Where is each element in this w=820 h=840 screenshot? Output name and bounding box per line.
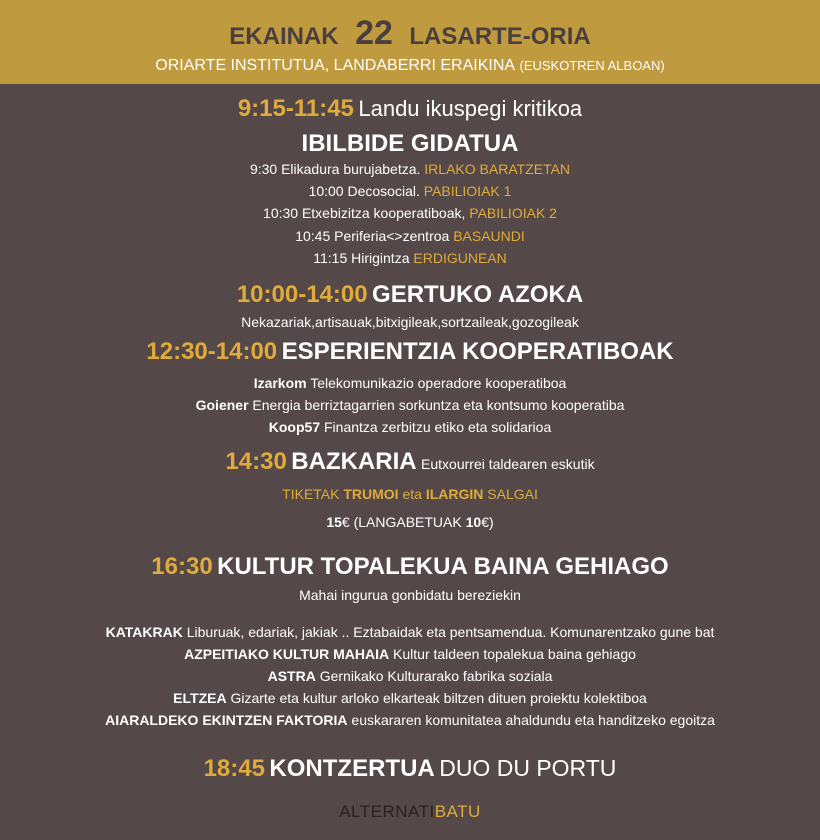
stop-place: PABILIOIAK 2 — [469, 205, 557, 221]
coops-heading — [0, 340, 820, 364]
header-band — [0, 0, 820, 84]
stop-text: 10:45 Periferia<>zentroa — [295, 228, 450, 244]
price-unemployed: 10 — [465, 514, 482, 530]
walk-stop — [0, 229, 820, 243]
coop-desc: Finantza zerbitzu etiko eta solidarioa — [324, 419, 552, 435]
coop-name: Izarkom — [253, 375, 307, 391]
lunch-heading — [0, 450, 820, 474]
stop-text: 9:30 Elikadura burujabetza. — [249, 161, 421, 177]
culture-subtitle: Mahai ingurua gonbidatu bereziekin — [299, 587, 521, 603]
coop-name: Koop57 — [268, 419, 321, 435]
stop-place: IRLAKO BARATZETAN — [424, 161, 571, 177]
tickets-b: SALGAI — [487, 486, 538, 502]
tickets-conj: eta — [402, 486, 422, 502]
logo-part-2: BATU — [434, 802, 481, 821]
walk-stop — [0, 184, 820, 198]
culture-desc: Gizarte eta kultur arloko elkarteak biltzen dituen proiektu kolektiboa — [230, 690, 647, 706]
ticket-place-1: TRUMOI — [343, 486, 399, 502]
walk-intro: Landu ikuspegi kritikoa — [358, 96, 583, 121]
coop-desc: Telekomunikazio operadore kooperatiboa — [310, 375, 567, 391]
price-mid: € (LANGABETUAK — [341, 514, 462, 530]
venue-line — [0, 58, 820, 74]
venue-note: (EUSKOTREN ALBOAN) — [519, 58, 665, 73]
lunch-by: Eutxourrei taldearen eskutik — [421, 456, 595, 472]
coop-name: Goiener — [195, 397, 249, 413]
coop-item — [0, 376, 820, 390]
culture-name: KATAKRAK — [105, 624, 183, 640]
tickets-a: TIKETAK — [282, 486, 340, 502]
stop-place: PABILIOIAK 1 — [423, 183, 512, 199]
date-line — [0, 16, 820, 50]
culture-item — [0, 691, 820, 705]
market-desc: Nekazariak,artisauak,bitxigileak,sortzaileak,gozogileak — [241, 314, 579, 330]
walk-heading — [0, 97, 820, 121]
concert-heading — [0, 757, 820, 781]
ticket-place-2: ILARGIN — [425, 486, 484, 502]
lunch-time: 14:30 — [225, 448, 287, 475]
price-end: €) — [481, 514, 494, 530]
walk-time: 9:15-11:45 — [237, 95, 354, 122]
culture-desc: Gernikako Kulturarako fabrika soziala — [319, 668, 553, 684]
market-heading — [0, 283, 820, 307]
coops-title: ESPERIENTZIA KOOPERATIBOAK — [281, 338, 674, 365]
market-title: GERTUKO AZOKA — [372, 281, 584, 308]
culture-item — [0, 713, 820, 727]
walk-title: IBILBIDE GIDATUA — [301, 130, 519, 157]
stop-text: 10:00 Decosocial. — [308, 183, 420, 199]
concert-title: KONTZERTUA — [269, 755, 435, 782]
coops-time: 12:30-14:00 — [146, 338, 278, 365]
walk-stop — [0, 251, 820, 265]
coop-item — [0, 398, 820, 412]
alternatibatu-logo — [0, 803, 820, 820]
culture-item — [0, 669, 820, 683]
culture-desc: Liburuak, edariak, jakiak .. Eztabaidak eta pentsamendua. Komunarentzako gune bat — [186, 624, 715, 640]
lunch-title: BAZKARIA — [291, 448, 417, 475]
town: LASARTE-ORIA — [409, 23, 591, 50]
culture-name: AIARALDEKO EKINTZEN FAKTORIA — [105, 712, 348, 728]
culture-item — [0, 647, 820, 661]
culture-heading — [0, 555, 820, 579]
stop-place: ERDIGUNEAN — [413, 250, 507, 266]
price-line — [0, 515, 820, 529]
market-time: 10:00-14:00 — [236, 281, 368, 308]
walk-stop — [0, 162, 820, 176]
culture-name: ELTZEA — [173, 690, 227, 706]
price: 15 — [326, 514, 342, 530]
logo-part-1: ALTERNATI — [339, 802, 435, 821]
tickets-line — [0, 487, 820, 501]
coop-item — [0, 420, 820, 434]
concert-time: 18:45 — [203, 755, 265, 782]
stop-place: BASAUNDI — [453, 228, 525, 244]
culture-desc: euskararen komunitatea ahaldundu eta handitzeko egoitza — [351, 712, 715, 728]
month: EKAINAK — [229, 23, 339, 50]
culture-name: AZPEITIAKO KULTUR MAHAIA — [184, 646, 390, 662]
walk-stop — [0, 206, 820, 220]
culture-item — [0, 625, 820, 639]
culture-title: KULTUR TOPALEKUA BAINA GEHIAGO — [217, 553, 669, 580]
culture-time: 16:30 — [151, 553, 213, 580]
culture-desc: Kultur taldeen topalekua baina gehiago — [393, 646, 636, 662]
stop-text: 10:30 Etxebizitza kooperatiboak, — [263, 205, 466, 221]
coop-desc: Energia berriztagarrien sorkuntza eta kontsumo kooperatiba — [252, 397, 625, 413]
day: 22 — [355, 14, 393, 52]
culture-name: ASTRA — [267, 668, 316, 684]
stop-text: 11:15 Hirigintza — [313, 250, 410, 266]
concert-band: DUO DU PORTU — [439, 755, 617, 781]
venue: ORIARTE INSTITUTUA, LANDABERRI ERAIKINA — [155, 57, 516, 74]
